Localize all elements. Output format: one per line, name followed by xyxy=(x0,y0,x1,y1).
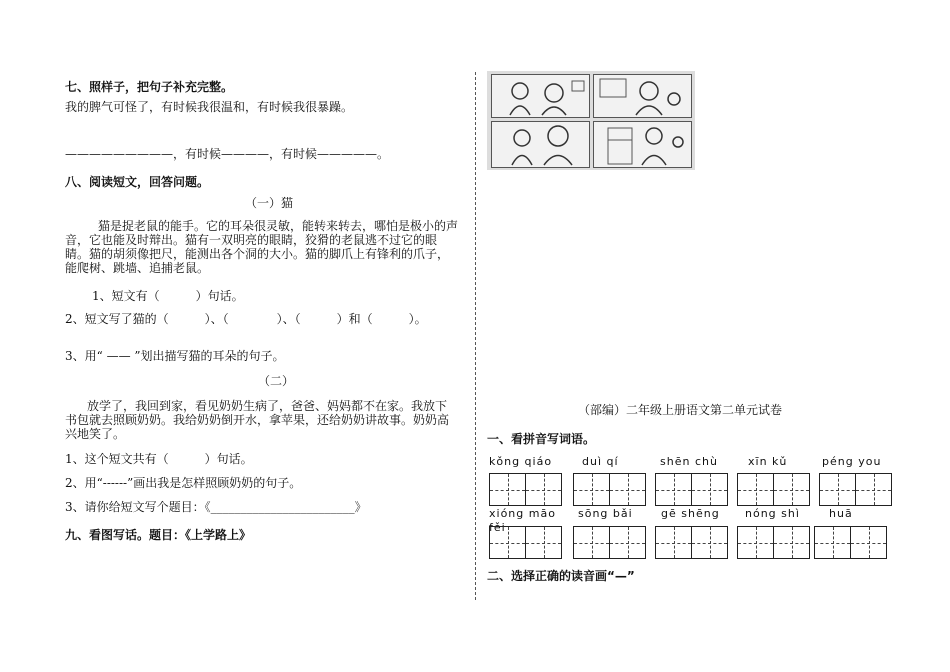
q9-title: 九、看图写话。题目：《上学路上》 xyxy=(65,528,252,542)
comic-panel-3 xyxy=(491,121,590,168)
passage2-question3: 3、请你给短文写个题目：《________________________》 xyxy=(65,500,367,514)
writing-grid[interactable] xyxy=(573,526,646,559)
q7-title: 七、照样子，把句子补充完整。 xyxy=(65,80,234,94)
writing-grid[interactable] xyxy=(655,526,728,559)
pinyin-row2-3: gē shēng xyxy=(661,507,720,520)
pinyin-row1-3: shēn chù xyxy=(660,455,718,468)
q7-example: 我的脾气可怪了，有时候我很温和，有时候我很暴躁。 xyxy=(65,100,354,114)
pinyin-row2-5: huā fěi xyxy=(489,507,853,534)
q1-title: 一、看拼音写词语。 xyxy=(487,432,596,446)
pinyin-row1-4: xīn kǔ xyxy=(748,455,788,468)
passage1-question3: 3、用“ —— ”划出描写猫的耳朵的句子。 xyxy=(65,349,285,363)
q7-blank: —————————，有时候————，有时候—————。 xyxy=(65,147,390,161)
writing-grid[interactable] xyxy=(573,473,646,506)
passage2-text: 放学了，我回到家，看见奶奶生病了，爸爸、妈妈都不在家。我放下书包就去照顾奶奶。我给奶奶倒开水，拿苹果，还给奶奶讲故事。奶奶高兴地笑了。 xyxy=(65,399,450,441)
comic-panel-2 xyxy=(593,74,692,118)
comic-panel-4 xyxy=(593,121,692,168)
writing-grid[interactable] xyxy=(819,473,892,506)
writing-grid[interactable] xyxy=(489,526,562,559)
passage2-title: （二） xyxy=(258,374,295,388)
writing-grid[interactable] xyxy=(814,526,887,559)
pinyin-row1-5: péng you xyxy=(822,455,882,468)
comic-illustration xyxy=(487,71,695,170)
writing-grid[interactable] xyxy=(737,473,810,506)
exam-title: （部编）二年级上册语文第二单元试卷 xyxy=(578,403,783,417)
comic-panel-1 xyxy=(491,74,590,118)
writing-grid[interactable] xyxy=(489,473,562,506)
writing-grid[interactable] xyxy=(655,473,728,506)
column-divider xyxy=(475,72,476,600)
passage1-question2: 2、短文写了猫的（ ）、（ ）、（ ）和（ ）。 xyxy=(65,312,427,326)
passage1-title: （一）猫 xyxy=(245,196,294,210)
q8-title: 八、阅读短文，回答问题。 xyxy=(65,175,210,189)
passage1-text: 猫是捉老鼠的能手。它的耳朵很灵敏，能转来转去，哪怕是极小的声音，它也能及时辩出。猫有一双明亮的眼睛，狡猾的老鼠逃不过它的眼睛。猫的胡须像把尺，能测出各个洞的大小。猫的脚爪上有锋利的爪子，能爬树、跳墙、追捕老鼠。 xyxy=(65,219,459,275)
passage2-question1: 1、这个短文共有（ ）句话。 xyxy=(65,452,253,466)
writing-grid[interactable] xyxy=(737,526,810,559)
pinyin-row1-2: duì qí xyxy=(582,455,619,468)
q2-title: 二、选择正确的读音画“—” xyxy=(487,569,635,583)
pinyin-row2-2: sōng bǎi xyxy=(578,507,633,520)
pinyin-row2-4: nóng shì xyxy=(745,507,800,520)
pinyin-row2-1: xióng māo xyxy=(489,507,556,520)
passage1-question1: 1、短文有（ ）句话。 xyxy=(92,289,244,303)
pinyin-row1-1: kǒng qiáo xyxy=(489,455,553,468)
passage2-question2: 2、用“------”画出我是怎样照顾奶奶的句子。 xyxy=(65,476,302,490)
